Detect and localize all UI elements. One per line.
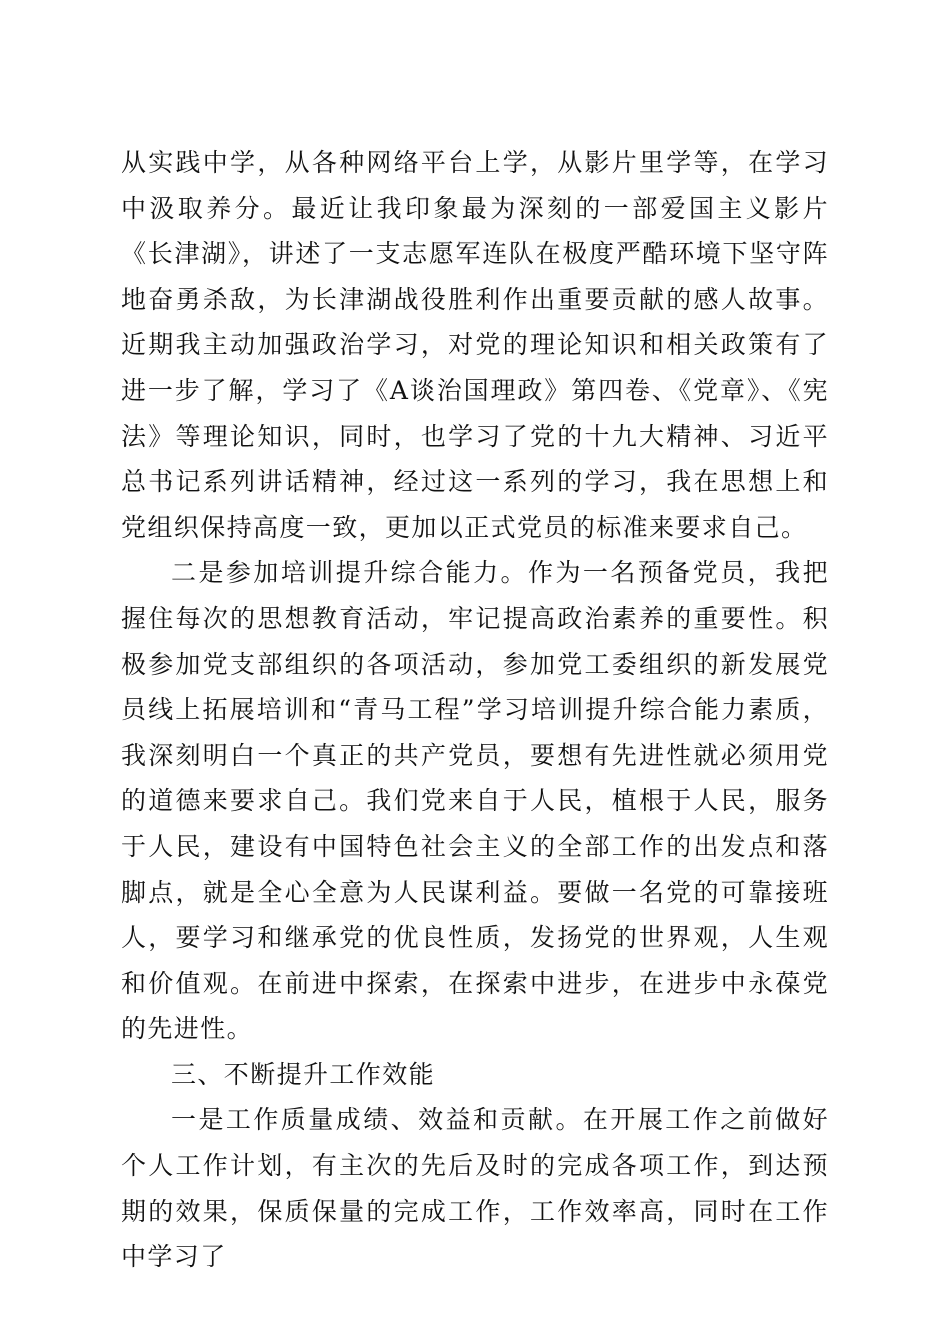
paragraph-3-body: 在开展工作之前做好个人工作计划，有主次的先后及时的完成各项工作，到达预期的效果，保质保量的完成工作，工作效率高，同时在工作中学习了 [121,1105,829,1272]
document-body [121,140,829,1280]
paragraph-1: 从实践中学，从各种网络平台上学，从影片里学等，在学习中汲取养分。最近让我印象最为深刻的一部爱国主义影片《长津湖》，讲述了一支志愿军连队在极度严酷环境下坚守阵地奋勇杀敌，为长津湖战役胜利作出重要贡献的感人故事。近期我主动加强政治学习，对党的理论知识和相关政策有了进一步了解，学习了《A谈治国理政》第四卷、《党章》、《宪法》等理论知识，同时，也学习了党的十九大精神、习近平总书记系列讲话精神，经过这一系列的学习，我在思想上和党组织保持高度一致，更加以正式党员的标准来要求自己。 [121,148,829,542]
section-heading-3: 三、不断提升工作效能 [171,1059,436,1089]
paragraph-2-lead: 二是参加培训提升综合能力。 [171,558,528,588]
paragraph-3 [121,1097,829,1279]
paragraph-2 [121,550,829,1052]
paragraph-3-lead: 一是工作质量成绩、效益和贡献。 [171,1105,583,1135]
paragraph-2-body: 作为一名预备党员，我把握住每次的思想教育活动，牢记提高政治素养的重要性。积极参加党支部组织的各项活动，参加党工委组织的新发展党员线上拓展培训和“青马工程”学习培训提升综合能力素质，我深刻明白一个真正的共产党员，要想有先进性就必须用党的道德来要求自己。我们党来自于人民，植根于人民，服务于人民，建设有中国特色社会主义的全部工作的出发点和落脚点，就是全心全意为人民谋利益。要做一名党的可靠接班人，要学习和继承党的优良性质，发扬党的世界观，人生观和价值观。在前进中探索，在探索中进步，在进步中永葆党的先进性。 [121,558,830,1044]
